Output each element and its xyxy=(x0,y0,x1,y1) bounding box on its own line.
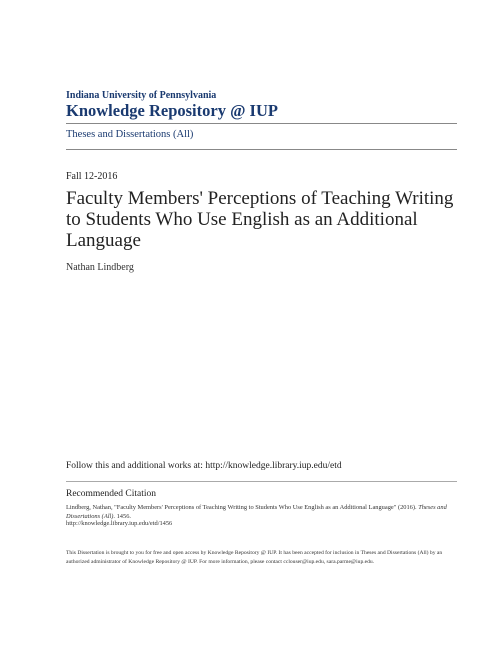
citation-number: . 1456. xyxy=(113,513,131,520)
citation-heading: Recommended Citation xyxy=(66,489,156,499)
citation-main: Lindberg, Nathan, "Faculty Members' Perceptions of Teaching Writing to Students Who Use English as an Additional Language" (2016). xyxy=(66,504,419,511)
citation-text xyxy=(66,503,458,521)
repository-name[interactable]: Knowledge Repository @ IUP xyxy=(66,101,278,120)
follow-link[interactable]: http://knowledge.library.iup.edu/etd xyxy=(205,461,342,471)
author-name: Nathan Lindberg xyxy=(66,262,134,273)
university-name: Indiana University of Pennsylvania xyxy=(66,90,217,101)
follow-line xyxy=(66,461,342,471)
follow-text: Follow this and additional works at: xyxy=(66,461,206,471)
divider-citation xyxy=(66,481,457,482)
access-notice: This Dissertation is brought to you for free and open access by Knowledge Repository @ IUP. It has been accepted for inclusion in Theses and Dissertations (All) by an authorized administrator of Knowledge Repository @ IUP. For more information, please contact cclouser@iup.edu, sara.parme@iup.edu. xyxy=(66,550,443,565)
document-title: Faculty Members' Perceptions of Teaching Writing to Students Who Use English as an Additional Language xyxy=(66,188,454,251)
divider-header-bottom xyxy=(66,149,457,150)
citation-url[interactable]: http://knowledge.library.iup.edu/etd/1456 xyxy=(66,520,173,527)
collection-link[interactable]: Theses and Dissertations (All) xyxy=(66,129,194,140)
divider-top xyxy=(66,123,457,124)
publication-date: Fall 12-2016 xyxy=(66,171,118,182)
citation-series: Theses and Dissertations (All) xyxy=(66,504,447,520)
